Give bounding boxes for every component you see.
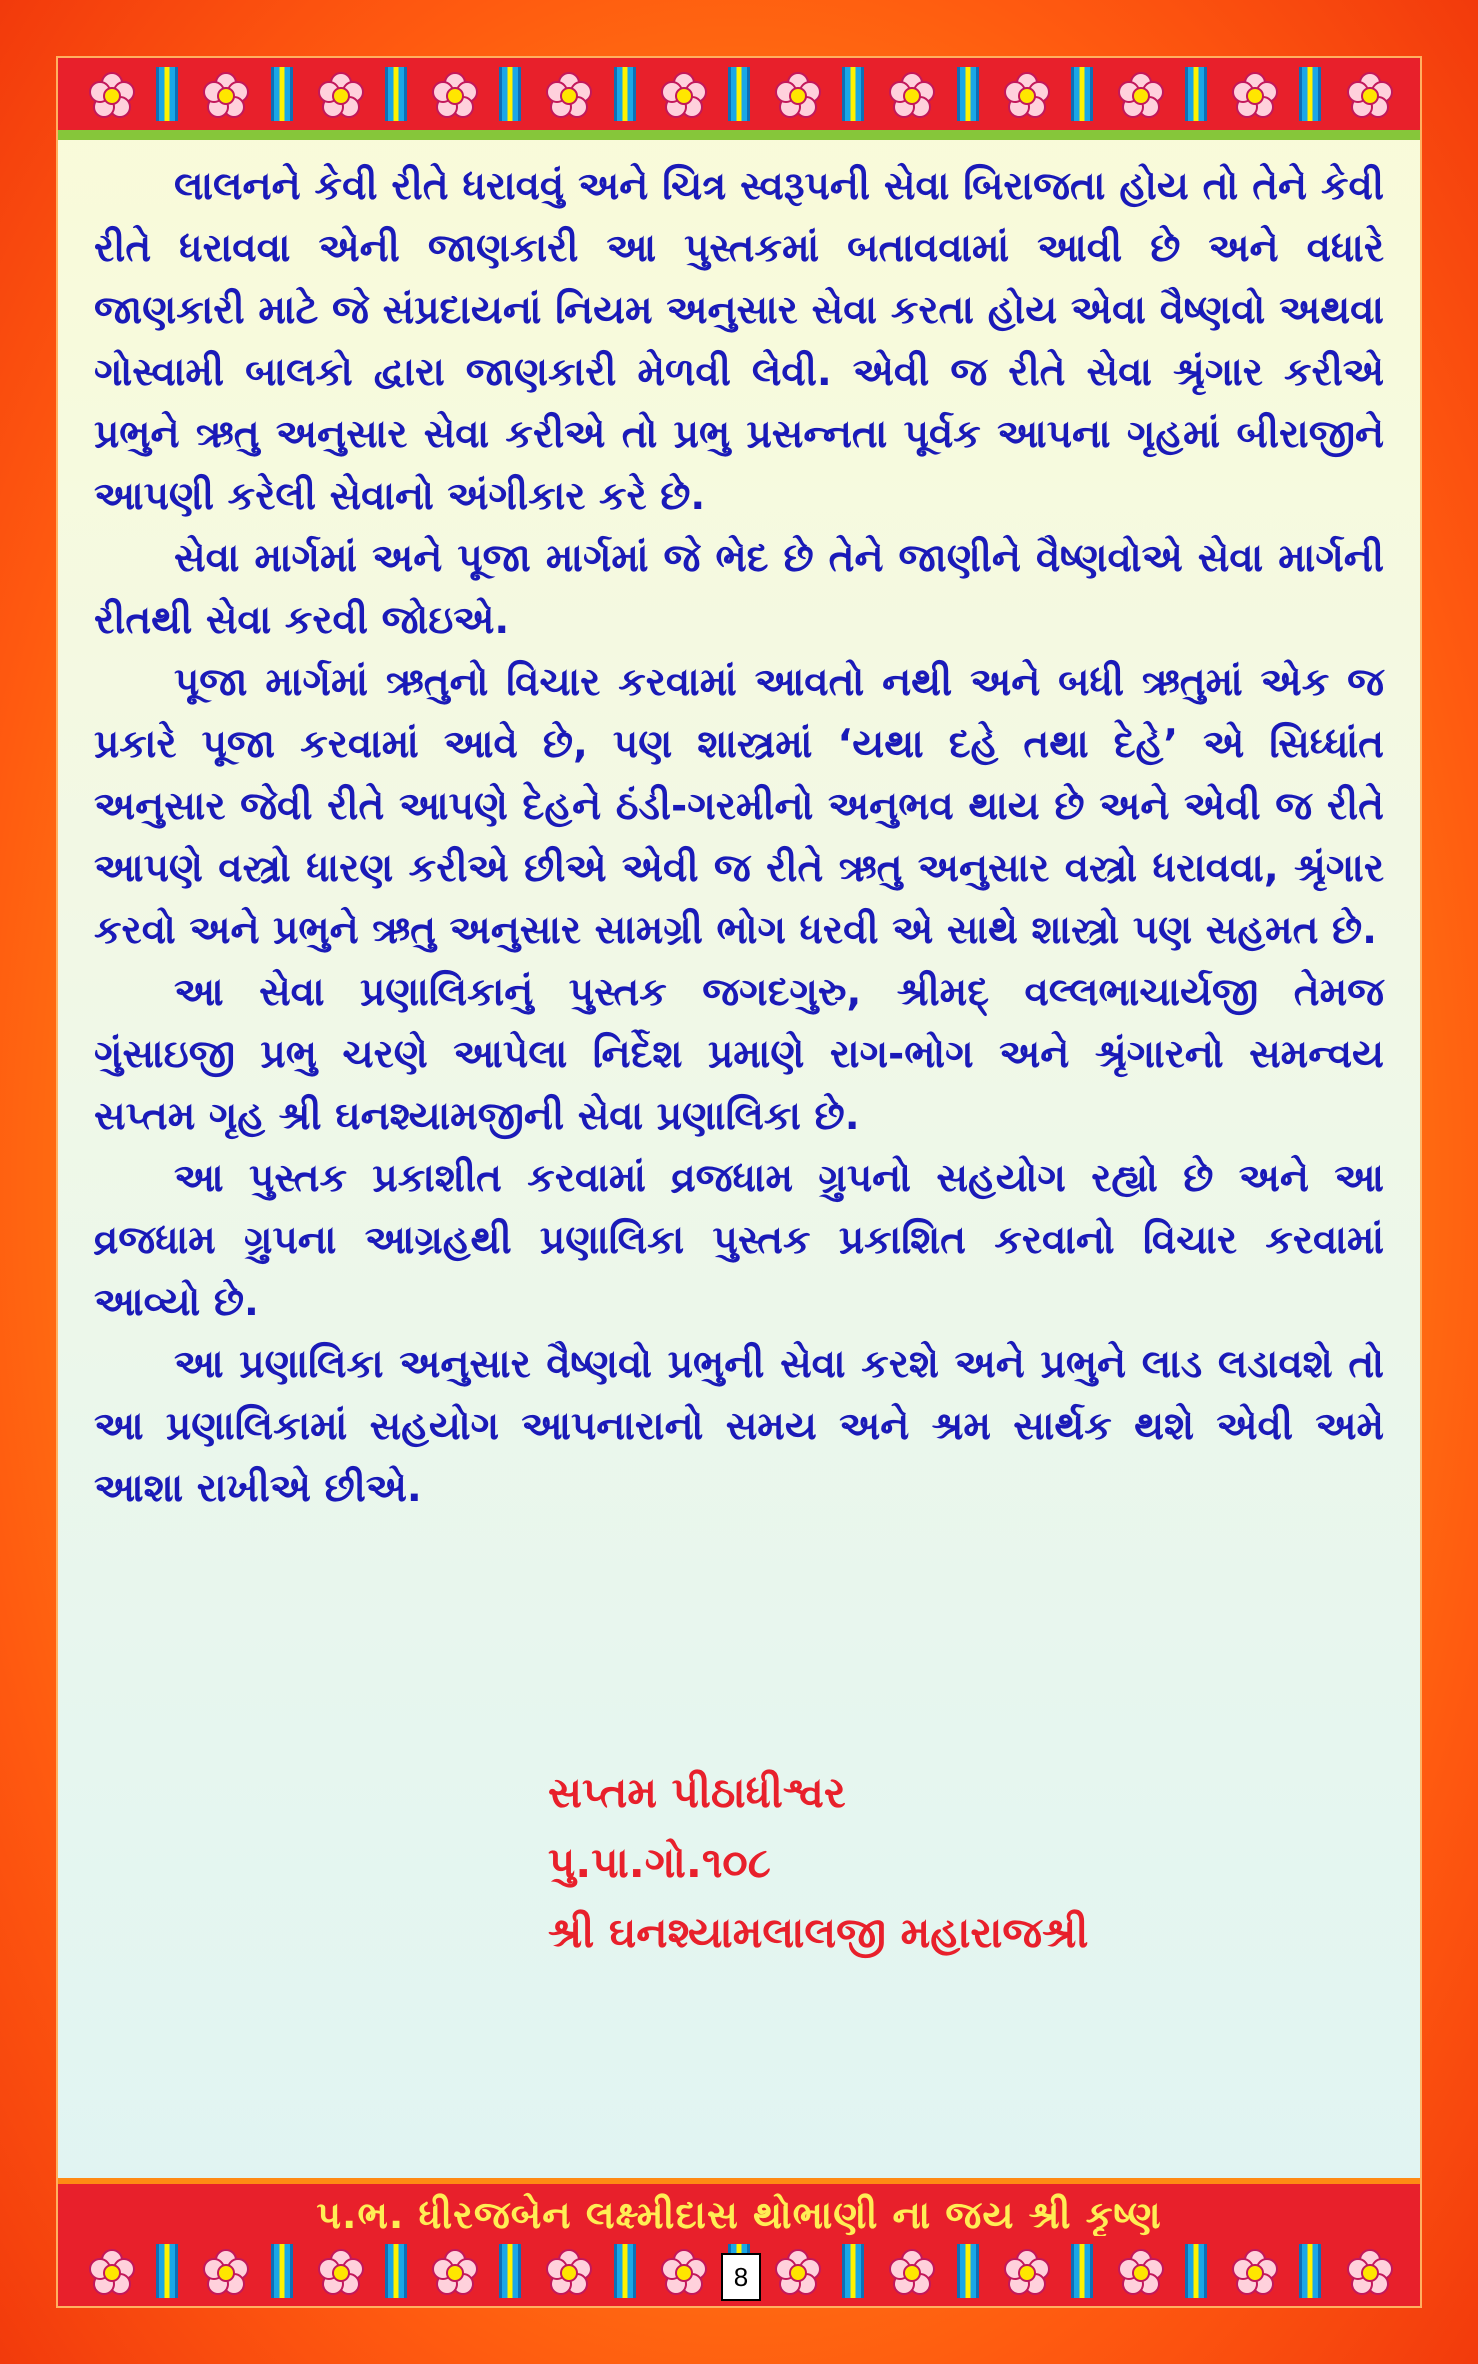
signature-block (548, 1758, 1398, 1968)
stripe-ornament (1299, 67, 1321, 121)
flower-icon (1106, 2243, 1172, 2299)
flower-icon (992, 2243, 1058, 2299)
stripe-ornament (271, 67, 293, 121)
paragraph: આ પુસ્તક પ્રકાશીત કરવામાં વ્રજધામ ગ્રુપનો સહયોગ રહ્યો છે અને આ વ્રજધામ ગ્રુપના આગ્રહથી પ્રણાલિકા પુસ્તક પ્રકાશિત કરવાનો વિચાર કરવામાં આવ્યો છે. (94, 1156, 1384, 1325)
stripe-ornament (499, 2244, 521, 2298)
paragraph: આ પ્રણાલિકા અનુસાર વૈષ્ણવો પ્રભુની સેવા કરશે અને પ્રભુને લાડ લડાવશે તો આ પ્રણાલિકામાં સહયોગ આપનારાનો સમય અને શ્રમ સાર્થક થશે એવી અમે આશા રાખીએ છીએ. (94, 1342, 1384, 1511)
signature-honorific: પુ.પા.ગો.૧૦૮ (548, 1838, 771, 1887)
flower-icon (763, 2243, 829, 2299)
paragraph: લાલનને કેવી રીતે ધરાવવું અને ચિત્ર સ્વરૂપની સેવા બિરાજતા હોય તો તેને કેવી રીતે ધરાવવા એની જાણકારી આ પુસ્તકમાં બતાવવામાં આવી છે અને વધારે જાણકારી માટે જે સંપ્રદાયનાં નિયમ અનુસાર સેવા કરતા હોય એવા વૈષ્ણવો અથવા ગોસ્વામી બાલકો દ્વારા જાણકારી મેળવી લેવી. એવી જ રીતે સેવા શ્રૃંગાર કરીએ પ્રભુને ઋતુ અનુસાર સેવા કરીએ તો પ્રભુ પ્રસન્નતા પૂર્વક આપના ગૃહમાં બીરાજીને આપણી કરેલી સેવાનો અંગીકાર કરે છે. (94, 164, 1384, 519)
decorative-border-top (58, 58, 1420, 140)
flower-icon (77, 2243, 143, 2299)
flower-icon (992, 66, 1058, 122)
flower-icon (877, 66, 943, 122)
flower-icon (191, 66, 257, 122)
flower-icon (1220, 66, 1286, 122)
stripe-ornament (385, 67, 407, 121)
stripe-ornament (1299, 2244, 1321, 2298)
stripe-ornament (499, 67, 521, 121)
paragraph: સેવા માર્ગમાં અને પૂજા માર્ગમાં જે ભેદ છે તેને જાણીને વૈષ્ણવોએ સેવા માર્ગની રીતથી સેવા કરવી જોઇએ. (94, 536, 1384, 643)
stripe-ornament (842, 67, 864, 121)
stripe-ornament (385, 2244, 407, 2298)
flower-icon (1335, 66, 1401, 122)
preface-text (94, 156, 1384, 1520)
stripe-ornament (1071, 2244, 1093, 2298)
dedication-text: પ.ભ. ધીરજબેન લક્ષ્મીદાસ થોભાણી ના જય શ્રી કૃષ્ણ (316, 2192, 1162, 2237)
stripe-ornament (614, 67, 636, 121)
flower-icon (1220, 2243, 1286, 2299)
stripe-ornament (957, 2244, 979, 2298)
signature-name: શ્રી ઘનશ્યામલાલજી મહારાજશ્રી (548, 1908, 1089, 1957)
flower-icon (420, 66, 486, 122)
stripe-ornament (1071, 67, 1093, 121)
flower-icon (1335, 2243, 1401, 2299)
flower-icon (306, 2243, 372, 2299)
stripe-ornament (156, 67, 178, 121)
flower-icon (191, 2243, 257, 2299)
flower-icon (649, 2243, 715, 2299)
stripe-ornament (614, 2244, 636, 2298)
flower-icon (420, 2243, 486, 2299)
signature-title: સપ્તમ પીઠાધીશ્વર (548, 1768, 846, 1817)
page-number: 8 (721, 2253, 761, 2301)
stripe-ornament (1185, 67, 1207, 121)
flower-icon (534, 66, 600, 122)
stripe-ornament (842, 2244, 864, 2298)
flower-icon (534, 2243, 600, 2299)
page-panel (58, 58, 1420, 2306)
paragraph: પૂજા માર્ગમાં ઋતુનો વિચાર કરવામાં આવતો નથી અને બધી ઋતુમાં એક જ પ્રકારે પૂજા કરવામાં આવે છે, પણ શાસ્ત્રમાં ‘યથા દહે તથા દેહે’ એ સિધ્ધાંત અનુસાર જેવી રીતે આપણે દેહને ઠંડી-ગરમીનો અનુભવ થાય છે અને એવી જ રીતે આપણે વસ્ત્રો ધારણ કરીએ છીએ એવી જ રીતે ઋતુ અનુસાર વસ્ત્રો ધરાવવા, શ્રૃંગાર કરવો અને પ્રભુને ઋતુ અનુસાર સામગ્રી ભોગ ધરવી એ સાથે શાસ્ત્રો પણ સહમત છે. (94, 660, 1384, 953)
stripe-ornament (728, 67, 750, 121)
flower-icon (77, 66, 143, 122)
stripe-ornament (271, 2244, 293, 2298)
flower-icon (1106, 66, 1172, 122)
stripe-ornament (957, 67, 979, 121)
flower-icon (649, 66, 715, 122)
flower-icon (877, 2243, 943, 2299)
flower-icon (306, 66, 372, 122)
paragraph: આ સેવા પ્રણાલિકાનું પુસ્તક જગદગુરુ, શ્રીમદ્ વલ્લભાચાર્યજી તેમજ ગુંસાઇજી પ્રભુ ચરણે આપેલા નિર્દેશ પ્રમાણે રાગ-ભોગ અને શ્રૃંગારનો સમન્વય સપ્તમ ગૃહ શ્રી ઘનશ્યામજીની સેવા પ્રણાલિકા છે. (94, 970, 1384, 1139)
flower-icon (763, 66, 829, 122)
stripe-ornament (1185, 2244, 1207, 2298)
stripe-ornament (156, 2244, 178, 2298)
